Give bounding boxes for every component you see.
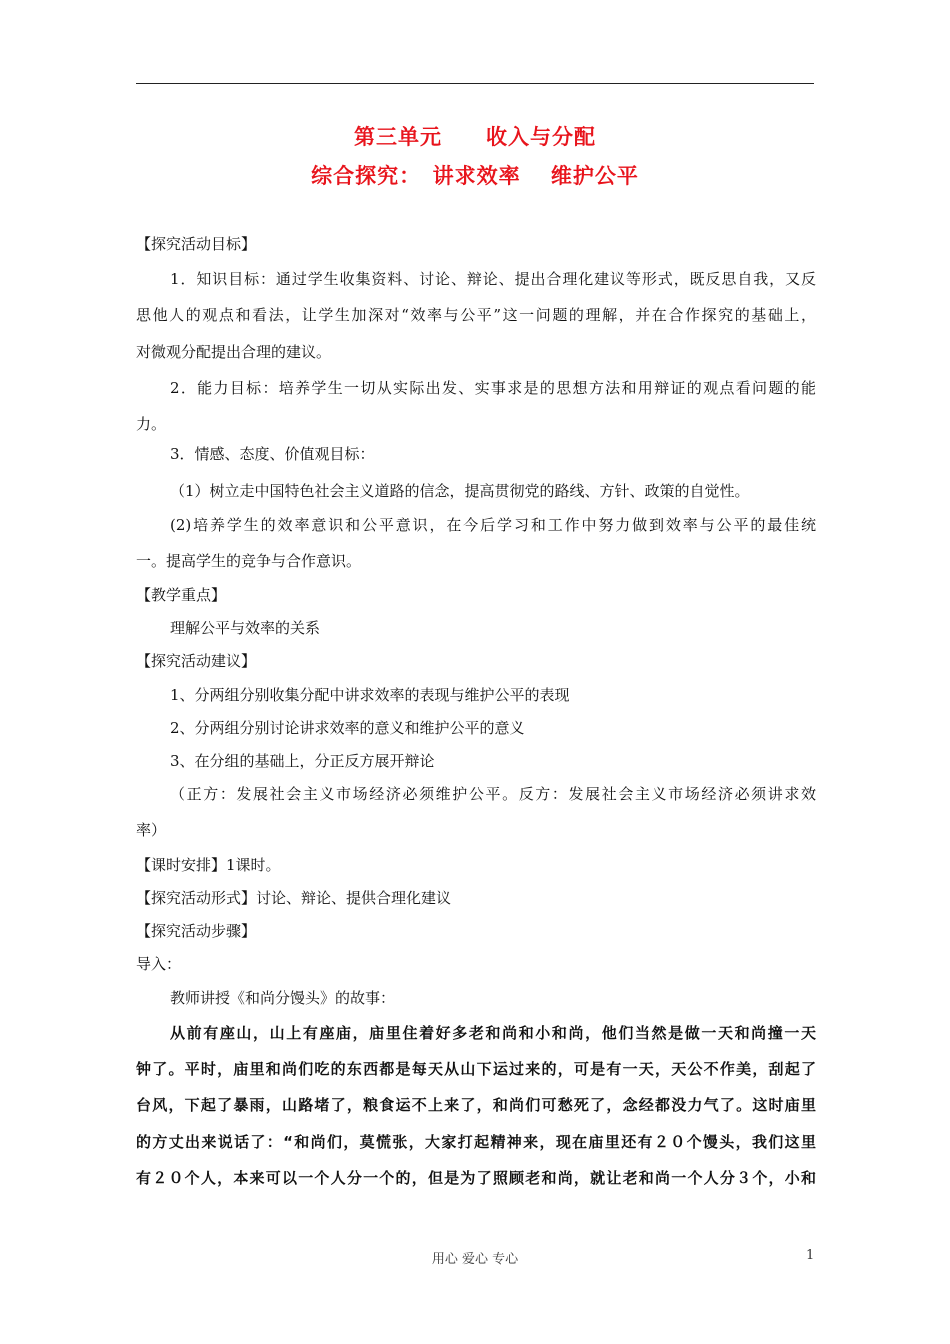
section-heading-goal: 【探究活动目标】 (136, 235, 257, 253)
paragraph-line: 3．情感、态度、价值观目标： (170, 445, 375, 463)
paragraph-line: （正方：发展社会主义市场经济必须维护公平。反方：发展社会主义市场经济必须讲求效 (170, 785, 816, 803)
section-heading-time: 【课时安排】1课时。 (136, 856, 281, 874)
section-heading-steps: 【探究活动步骤】 (136, 922, 257, 940)
paragraph-line: 导入： (136, 955, 182, 973)
story-line: 钟了。平时，庙里和尚们吃的东西都是每天从山下运过来的，可是有一天，天公不作美，刮起了 (136, 1060, 816, 1078)
page-number: 1 (806, 1248, 815, 1263)
header-rule (136, 83, 814, 84)
paragraph-line: 思他人的观点和看法，让学生加深对“效率与公平”这一问题的理解，并在合作探究的基础上， (136, 306, 816, 324)
paragraph-line: 对微观分配提出合理的建议。 (136, 343, 332, 361)
story-line: 有２０个人，本来可以一个人分一个的，但是为了照顾老和尚，就让老和尚一个人分３个，小和 (136, 1169, 816, 1187)
paragraph-line: 一。提高学生的竞争与合作意识。 (136, 552, 362, 570)
list-item: 3、在分组的基础上，分正反方展开辩论 (170, 752, 435, 770)
paragraph-line: 理解公平与效率的关系 (170, 619, 321, 637)
section-heading-suggest: 【探究活动建议】 (136, 652, 257, 670)
paragraph-line: 1．知识目标：通过学生收集资料、讨论、辩论、提出合理化建议等形式，既反思自我，又反 (170, 270, 816, 288)
paragraph-line: 2．能力目标：培养学生一切从实际出发、实事求是的思想方法和用辩证的观点看问题的能 (170, 379, 816, 397)
paragraph-line: (2)培养学生的效率意识和公平意识，在今后学习和工作中努力做到效率与公平的最佳统 (170, 516, 816, 534)
list-item: 1、分两组分别收集分配中讲求效率的表现与维护公平的表现 (170, 686, 570, 704)
paragraph-line: （1）树立走中国特色社会主义道路的信念，提高贯彻党的路线、方针、政策的自觉性。 (170, 482, 750, 500)
list-item: 2、分两组分别讨论讲求效率的意义和维护公平的意义 (170, 719, 525, 737)
lesson-title: 综合探究： 讲求效率 维护公平 (311, 164, 639, 188)
story-line: 从前有座山，山上有座庙，庙里住着好多老和尚和小和尚，他们当然是做一天和尚撞一天 (170, 1024, 816, 1042)
paragraph-line: 力。 (136, 415, 167, 433)
footer-motto: 用心 爱心 专心 (431, 1252, 519, 1267)
story-line: 台风，下起了暴雨，山路堵了，粮食运不上来了，和尚们可愁死了，念经都没力气了。这时庙里 (136, 1096, 816, 1114)
section-heading-form: 【探究活动形式】讨论、辩论、提供合理化建议 (136, 889, 452, 907)
unit-title: 第三单元 收入与分配 (354, 125, 596, 149)
paragraph-line: 率） (136, 821, 167, 839)
section-heading-focus: 【教学重点】 (136, 586, 227, 604)
story-line: 的方丈出来说话了：“和尚们，莫慌张，大家打起精神来，现在庙里还有２０个馒头，我们这里 (136, 1133, 816, 1151)
paragraph-line: 教师讲授《和尚分馒头》的故事： (170, 989, 396, 1007)
